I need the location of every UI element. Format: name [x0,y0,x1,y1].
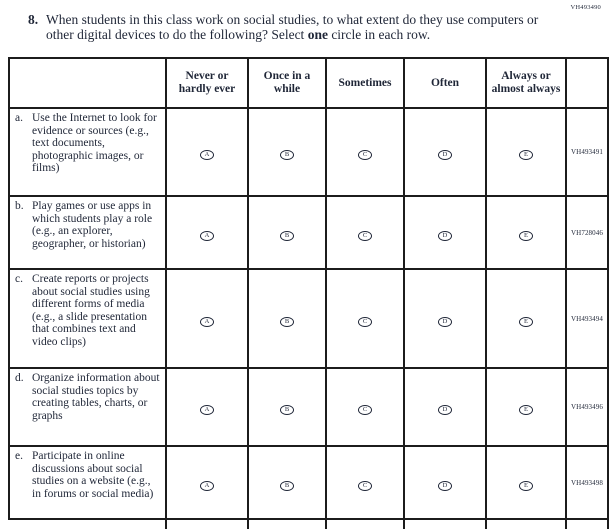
cropped-next-row-stub [9,519,608,529]
row-b-cell-once [248,196,326,269]
row-d-cell-often [404,368,486,446]
row-b-cell-always [486,196,566,269]
row-b-letter: b. [15,200,24,212]
row-e-cell-often [404,446,486,519]
oval-d-E[interactable]: E [519,405,533,415]
oval-e-E[interactable]: E [519,481,533,491]
question-text [46,12,556,42]
oval-b-D[interactable]: D [438,231,452,241]
row-a-cell-often [404,108,486,196]
row-d-cell-sometimes [326,368,404,446]
header-row [9,58,608,108]
oval-a-A[interactable]: A [200,150,214,160]
row-b-cell-often [404,196,486,269]
row-a-cell-once [248,108,326,196]
code-header-empty [566,58,608,108]
row-d-letter: d. [15,372,24,384]
oval-a-C[interactable]: C [358,150,372,160]
row-c-text: Create reports or projects about social studies using different forms of media (e.g., a slide presentation that combines text and video clips) [32,273,150,348]
row-e-cell-sometimes [326,446,404,519]
row-c-stem [9,269,166,368]
row-a-cell-sometimes [326,108,404,196]
oval-c-D[interactable]: D [438,317,452,327]
oval-b-C[interactable]: C [358,231,372,241]
row-e-letter: e. [15,450,23,462]
oval-a-D[interactable]: D [438,150,452,160]
oval-c-E[interactable]: E [519,317,533,327]
oval-d-B[interactable]: B [280,405,294,415]
column-header-once-in-a-while: Once in a while [248,58,326,108]
row-e-cell-never [166,446,248,519]
oval-e-A[interactable]: A [200,481,214,491]
row-d-cell-never [166,368,248,446]
row-c-cell-sometimes [326,269,404,368]
oval-a-B[interactable]: B [280,150,294,160]
table-row-b [9,196,608,269]
page-accession-code: VH493490 [570,4,601,11]
oval-c-A[interactable]: A [200,317,214,327]
row-e-cell-always [486,446,566,519]
row-b-code: VH728046 [566,196,608,269]
row-d-stem [9,368,166,446]
row-a-text: Use the Internet to look for evidence or sources (e.g., text documents, photographic images, or films) [32,112,157,174]
row-d-text: Organize information about social studies topics by creating tables, charts, or graphs [32,372,160,422]
row-b-text: Play games or use apps in which students play a role (e.g., an explorer, geographer, or historian) [32,200,153,250]
stem-header-empty [9,58,166,108]
row-e-stem [9,446,166,519]
oval-e-C[interactable]: C [358,481,372,491]
question-block [28,12,556,42]
row-c-code: VH493494 [566,269,608,368]
response-matrix-table [8,57,609,529]
row-c-cell-always [486,269,566,368]
row-a-code: VH493491 [566,108,608,196]
row-c-letter: c. [15,273,23,285]
row-d-cell-once [248,368,326,446]
row-c-cell-once [248,269,326,368]
column-header-always: Always or almost always [486,58,566,108]
row-c-cell-never [166,269,248,368]
oval-b-A[interactable]: A [200,231,214,241]
table-row-e [9,446,608,519]
row-a-cell-always [486,108,566,196]
column-header-sometimes: Sometimes [326,58,404,108]
table-row-a [9,108,608,196]
column-header-never: Never or hardly ever [166,58,248,108]
row-d-cell-always [486,368,566,446]
row-d-code: VH493496 [566,368,608,446]
oval-e-D[interactable]: D [438,481,452,491]
oval-d-A[interactable]: A [200,405,214,415]
question-text-before: When students in this class work on social studies, to what extent do they use computers or other digital devices to do the following? Select [46,12,539,42]
question-text-after: circle in each row. [327,27,431,42]
oval-e-B[interactable]: B [280,481,294,491]
row-e-cell-once [248,446,326,519]
row-a-stem [9,108,166,196]
row-a-cell-never [166,108,248,196]
row-c-cell-often [404,269,486,368]
row-b-cell-never [166,196,248,269]
row-b-stem [9,196,166,269]
oval-b-E[interactable]: E [519,231,533,241]
table-row-d [9,368,608,446]
row-e-text: Participate in online discussions about social studies on a website (e.g., in forums or social media) [32,450,154,500]
oval-d-D[interactable]: D [438,405,452,415]
column-header-often: Often [404,58,486,108]
oval-a-E[interactable]: E [519,150,533,160]
question-text-bold: one [307,27,328,42]
oval-c-C[interactable]: C [358,317,372,327]
row-a-letter: a. [15,112,23,124]
oval-c-B[interactable]: B [280,317,294,327]
table-row-c [9,269,608,368]
question-number: 8. [28,12,39,27]
oval-d-C[interactable]: C [358,405,372,415]
row-b-cell-sometimes [326,196,404,269]
row-e-code: VH493498 [566,446,608,519]
oval-b-B[interactable]: B [280,231,294,241]
